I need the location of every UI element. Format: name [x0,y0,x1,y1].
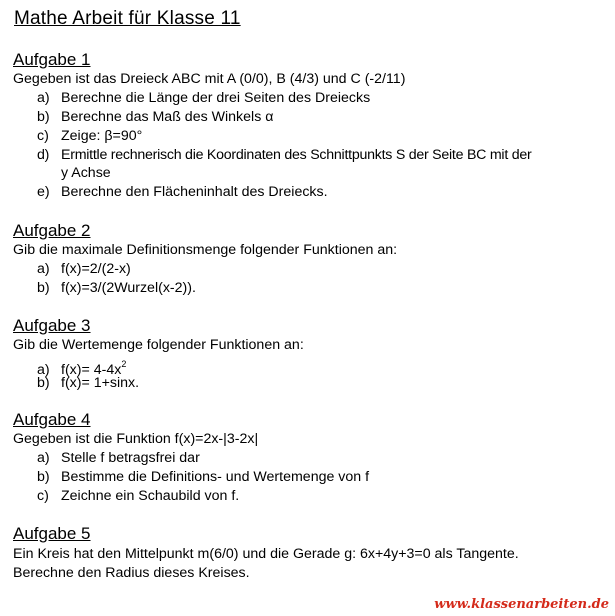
item-text: Berechne das Maß des Winkels α [61,109,274,125]
watermark-link[interactable]: www.klassenarbeiten.de [434,597,609,612]
task-2-intro: Gib die maximale Definitionsmenge folgender Funktionen an: [13,242,398,258]
task-5-heading: Aufgabe 5 [13,524,91,543]
item-text: f(x)=2/(2-x) [61,261,131,277]
item-text: Bestimme die Definitions- und Wertemenge von f [61,469,370,485]
task-1-item-b [37,108,273,126]
task-4-intro: Gegeben ist die Funktion f(x)=2x-|3-2x| [13,431,259,447]
task-1-item-c [37,127,142,145]
item-label: c) [37,488,49,504]
item-label: a) [37,261,50,277]
item-text: Zeige: β=90° [61,128,143,144]
task-5-line-2: Berechne den Radius dieses Kreises. [13,565,250,581]
item-label: d) [37,147,50,163]
item-label: b) [37,375,50,391]
task-4-heading: Aufgabe 4 [13,410,91,429]
item-text: Stelle f betragsfrei dar [61,450,200,466]
task-1-item-a [37,89,370,107]
task-3-item-b [37,374,139,392]
item-label: b) [37,280,50,296]
task-4-item-b [37,468,369,486]
task-1-item-e [37,183,328,201]
task-1-item-d-continuation: y Achse [61,165,111,181]
page-title: Mathe Arbeit für Klasse 11 [14,8,241,29]
exponent: 2 [121,359,127,369]
item-text: Berechne die Länge der drei Seiten des Dreiecks [61,90,371,106]
item-label: a) [37,450,50,466]
task-5-line-1: Ein Kreis hat den Mittelpunkt m(6/0) und die Gerade g: 6x+4y+3=0 als Tangente. [13,546,519,562]
item-text: Ermittle rechnerisch die Koordinaten des Schnittpunkts S der Seite BC mit der [61,147,532,163]
task-2-heading: Aufgabe 2 [13,221,91,240]
item-label: b) [37,109,50,125]
item-label: b) [37,469,50,485]
item-text: f(x)= 4-4x [61,362,122,378]
task-3-heading: Aufgabe 3 [13,316,91,335]
task-2-item-a [37,260,131,278]
task-1-item-d [37,146,531,164]
item-text: f(x)=3/(2Wurzel(x-2)). [61,280,196,296]
task-1-heading: Aufgabe 1 [13,50,91,69]
item-text: f(x)= 1+sinx. [61,375,140,391]
item-text: Berechne den Flächeninhalt des Dreiecks. [61,184,328,200]
task-3-intro: Gib die Wertemenge folgender Funktionen an: [13,337,304,353]
item-label: a) [37,362,50,378]
task-4-item-a [37,449,200,467]
task-4-item-c [37,487,239,505]
item-label: a) [37,90,50,106]
item-label: e) [37,184,50,200]
task-1-intro: Gegeben ist das Dreieck ABC mit A (0/0), B (4/3) und C (-2/11) [13,71,406,87]
task-2-item-b [37,279,196,297]
item-label: c) [37,128,49,144]
item-text: Zeichne ein Schaubild von f. [61,488,240,504]
